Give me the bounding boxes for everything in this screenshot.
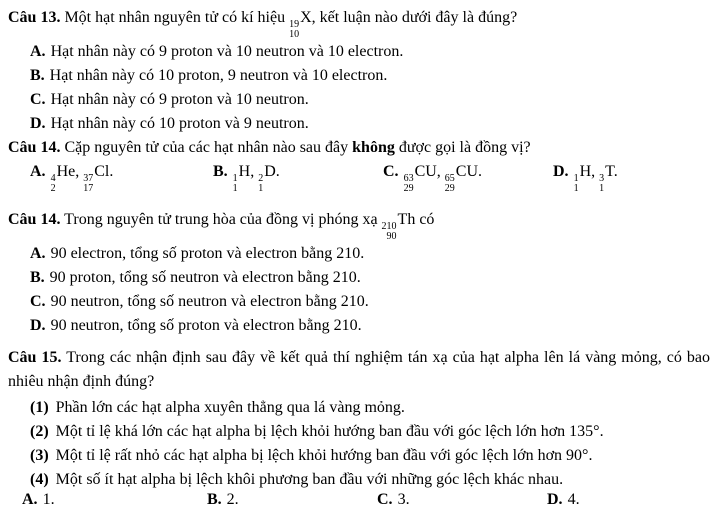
- isotope-mass-number: 63: [403, 173, 414, 184]
- isotope-symbol: Th: [397, 211, 416, 228]
- q15-statement-4-text: Một số ít hạt alpha bị lệch khôi phương ban đầu với những góc lệch khác nhau.: [55, 471, 564, 488]
- q13-option-b: [8, 64, 710, 88]
- isotope-number-stack: [233, 174, 238, 194]
- q13-option-d-label: D.: [30, 115, 46, 132]
- q13-option-b-text: Hạt nhân này có 10 proton, 9 neutron và 10 electron.: [49, 67, 388, 84]
- q15-statement-2-text: Một tỉ lệ khá lớn các hạt alpha bị lệch khỏi hướng ban đầu với góc lệch lớn hơn 135°.: [55, 423, 604, 440]
- q14b-option-a-label: A.: [30, 245, 46, 262]
- isotope-number-stack: [83, 174, 93, 194]
- q15-answer-a-text: 1.: [42, 491, 55, 508]
- isotope-atomic-number: 1: [258, 183, 264, 194]
- isotope-number-stack: [445, 174, 455, 194]
- q13-outro: , kết luận nào dưới đây là đúng?: [311, 9, 518, 26]
- isotope-210-90-Th: [381, 211, 416, 242]
- period: .: [275, 163, 280, 180]
- q15-answer-c: [377, 492, 547, 508]
- comma: ,: [591, 163, 600, 180]
- q13-option-c-text: Hạt nhân này có 9 proton và 10 neutron.: [50, 91, 309, 108]
- isotope-symbol: CU: [414, 163, 437, 180]
- q15-statement-3: [8, 444, 710, 468]
- isotope-37-17-Cl: [83, 163, 110, 194]
- q14b-option-a: [8, 242, 710, 266]
- q15-statement-3-text: Một tỉ lệ rất nhỏ các hạt alpha bị lệch khỏi hướng ban đầu với góc lệch lớn hơn 90°.: [55, 447, 593, 464]
- q15-statement-2: [8, 420, 710, 444]
- isotope-number-stack: [289, 20, 299, 40]
- isotope-atomic-number: 1: [573, 183, 579, 194]
- q14b-option-c: [8, 290, 710, 314]
- comma: ,: [75, 163, 84, 180]
- isotope-63-29-CU: [403, 163, 437, 194]
- q14a-emphasis: không: [352, 139, 395, 156]
- isotope-mass-number: 1: [573, 173, 579, 184]
- q14a-label: Câu 14.: [8, 139, 61, 156]
- isotope-4-2-He: [50, 163, 76, 194]
- isotope-number-stack: [382, 222, 397, 242]
- isotope-symbol: CU: [455, 163, 479, 180]
- q13-option-a-text: Hạt nhân này có 9 proton và 10 neutron và 10 electron.: [50, 43, 404, 60]
- isotope-1-1-H: [232, 163, 251, 194]
- q15-answer-b: [207, 492, 377, 508]
- q14a-option-d: [553, 160, 710, 194]
- q14b-intro: Trong nguyên tử trung hòa của đồng vị phóng xạ: [60, 211, 382, 228]
- q14b-option-d-text: 90 neutron, tổng số proton và electron bằng 210.: [50, 317, 362, 334]
- q15-statement-1: [8, 396, 710, 420]
- q14a-option-c-label: C.: [383, 163, 399, 180]
- isotope-number-stack: [599, 174, 604, 194]
- q15-answer-d: [547, 492, 710, 508]
- q13-option-b-label: B.: [30, 67, 45, 84]
- q15-statement-1-text: Phần lớn các hạt alpha xuyên thẳng qua lá vàng mỏng.: [55, 399, 405, 416]
- q15-answer-d-text: 4.: [567, 491, 580, 508]
- q15-statement-3-num: (3): [30, 447, 49, 464]
- comma: ,: [436, 163, 445, 180]
- q15-statement-4: [8, 468, 710, 492]
- q15-answer-d-label: D.: [547, 491, 563, 508]
- isotope-symbol: He: [56, 163, 76, 180]
- q14a-outro: được gọi là đồng vị?: [394, 139, 531, 156]
- isotope-3-1-T: [599, 163, 614, 194]
- q14a-option-c: [383, 160, 553, 194]
- isotope-mass-number: 2: [258, 173, 264, 184]
- isotope-mass-number: 4: [50, 173, 56, 184]
- isotope-symbol: D: [264, 163, 276, 180]
- isotope-19-10-X: [289, 9, 312, 40]
- q13-option-d-text: Hạt nhân này có 10 proton và 9 neutron.: [50, 115, 309, 132]
- isotope-atomic-number: 1: [599, 183, 605, 194]
- isotope-symbol: Cl: [94, 163, 110, 180]
- q15-answer-b-text: 2.: [226, 491, 239, 508]
- q15-answer-c-text: 3.: [397, 491, 410, 508]
- q14b-outro: có: [415, 211, 435, 228]
- q13-option-a: [8, 40, 710, 64]
- isotope-1-1-H: [573, 163, 592, 194]
- q14a-intro: Cặp nguyên tử của các hạt nhân nào sau đây: [60, 139, 353, 156]
- isotope-mass-number: 3: [599, 173, 605, 184]
- q14a-option-a-label: A.: [30, 163, 46, 180]
- q13-option-c-label: C.: [30, 91, 46, 108]
- isotope-mass-number: 1: [232, 173, 238, 184]
- q14b-label: Câu 14.: [8, 211, 61, 228]
- period: .: [109, 163, 114, 180]
- q13-option-a-label: A.: [30, 43, 46, 60]
- q15-answers-row: [8, 492, 710, 508]
- q15-label: Câu 15.: [8, 349, 62, 366]
- q14b-header: [8, 208, 710, 242]
- q14b-option-c-label: C.: [30, 293, 46, 310]
- q14b-option-b: [8, 266, 710, 290]
- isotope-number-stack: [258, 174, 263, 194]
- q15-answer-a: [22, 492, 207, 508]
- isotope-atomic-number: 10: [289, 29, 300, 40]
- isotope-symbol: T: [605, 163, 614, 180]
- q15-answer-b-label: B.: [207, 491, 222, 508]
- q15-statement-2-num: (2): [30, 423, 49, 440]
- q13-label: Câu 13.: [8, 9, 61, 26]
- q14a-option-d-label: D.: [553, 163, 569, 180]
- q13-option-c: [8, 88, 710, 112]
- period: .: [478, 163, 483, 180]
- q14b-option-c-text: 90 neutron, tổng số neutron và electron bằng 210.: [50, 293, 369, 310]
- isotope-atomic-number: 29: [403, 183, 414, 194]
- q14a-options-row: [8, 160, 710, 194]
- isotope-mass-number: 19: [289, 19, 300, 30]
- q14b-option-b-text: 90 proton, tổng số neutron và electron bằng 210.: [49, 269, 361, 286]
- q14a-option-b-label: B.: [213, 163, 228, 180]
- q15-statement-1-num: (1): [30, 399, 49, 416]
- isotope-symbol: H: [238, 163, 251, 180]
- isotope-atomic-number: 29: [444, 183, 455, 194]
- isotope-symbol: X: [300, 9, 312, 26]
- q15-text: Trong các nhận định sau đây về kết quả thí nghiệm tán xạ của hạt alpha lên lá vàng mỏng, có bao nhiêu nhận định đúng?: [8, 349, 711, 390]
- isotope-mass-number: 210: [381, 221, 397, 232]
- q13-header: [8, 6, 710, 40]
- isotope-atomic-number: 90: [386, 231, 397, 242]
- q13-intro: Một hạt nhân nguyên tử có kí hiệu: [60, 9, 290, 26]
- q14a-option-b: [213, 160, 383, 194]
- period: .: [613, 163, 618, 180]
- q14b-option-d-label: D.: [30, 317, 46, 334]
- isotope-symbol: H: [579, 163, 592, 180]
- isotope-atomic-number: 17: [83, 183, 94, 194]
- isotope-number-stack: [574, 174, 579, 194]
- q13-option-d: [8, 112, 710, 136]
- isotope-65-29-CU: [444, 163, 479, 194]
- q15-answer-c-label: C.: [377, 491, 393, 508]
- q14a-option-a: [30, 160, 213, 194]
- isotope-number-stack: [51, 174, 56, 194]
- isotope-2-1-D: [258, 163, 276, 194]
- q14a-header: [8, 136, 710, 160]
- q15-answer-a-label: A.: [22, 491, 38, 508]
- isotope-mass-number: 65: [444, 173, 455, 184]
- isotope-atomic-number: 2: [50, 183, 56, 194]
- isotope-number-stack: [404, 174, 414, 194]
- comma: ,: [250, 163, 259, 180]
- isotope-mass-number: 37: [83, 173, 94, 184]
- q14b-option-a-text: 90 electron, tổng số proton và electron bằng 210.: [50, 245, 365, 262]
- isotope-atomic-number: 1: [232, 183, 238, 194]
- q15-statement-4-num: (4): [30, 471, 49, 488]
- q14b-option-b-label: B.: [30, 269, 45, 286]
- q15-header: [8, 346, 710, 394]
- q14b-option-d: [8, 314, 710, 338]
